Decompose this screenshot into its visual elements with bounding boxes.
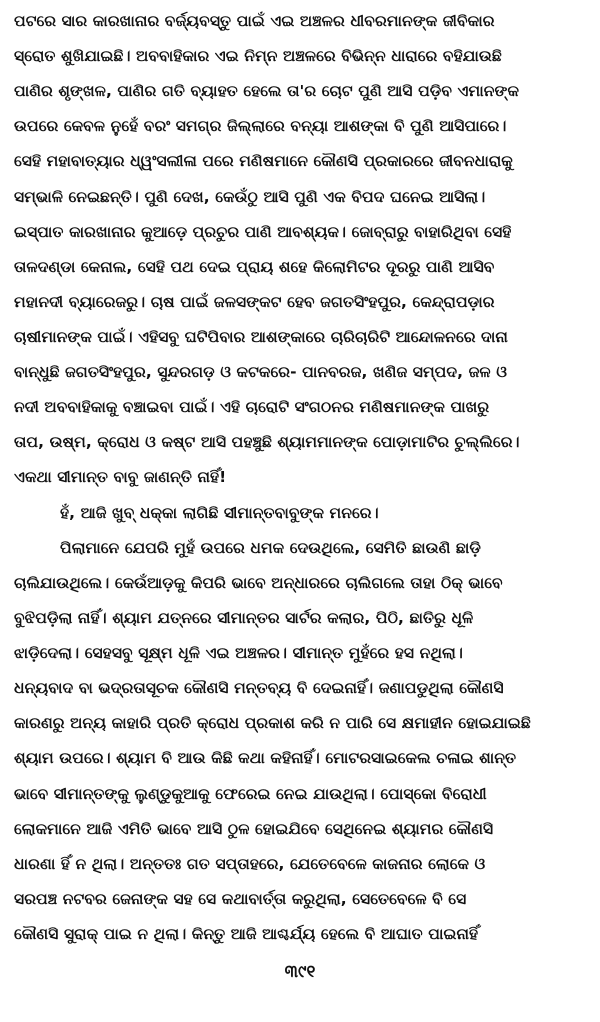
text-line-1: ପଟରେ ସାର କାରଖାନାର ବର୍ଜ୍ୟବସ୍ତୁ ପାଇଁ ଏଇ ଅଞ୍ଚଳର ଧୀବରମାନଙ୍କ ଜୀବିକାର bbox=[14, 12, 495, 30]
text-line-11: ବାନ୍ଧୁଛି ଜଗତସିଂହପୁର, ସୁନ୍ଦରଗଡ଼ ଓ କଟକରେ- ପାନବରଜ, ଖଣିଜ ସମ୍ପଦ, ଜଳ ଓ bbox=[14, 363, 507, 381]
text-line-20: ଧନ୍ୟବାଦ ବା ଭଦ୍ରତାସୂଚକ କୌଣସି ମନ୍ତବ୍ୟ ବି ଦେଇନାହିଁ। ଜଣାପଡୁଥିଲା କୌଣସି bbox=[14, 679, 504, 697]
text-line-2: ସ୍ରୋତ ଶୁଖିଯାଇଛି। ଅବବାହିକାର ଏଇ ନିମ୍ନ ଅଞ୍ଚଳରେ ବିଭିନ୍ନ ଧାରାରେ ବହିଯାଉଛି bbox=[14, 47, 502, 65]
text-line-22: ଶ୍ୟାମ ଉପରେ। ଶ୍ୟାମ ବି ଆଉ କିଛି କଥା କହିନାହିଁ। ମୋଟରସାଇକେଲ ଚଳାଇ ଶାନ୍ତ bbox=[14, 749, 517, 767]
text-line-13: ତାପ, ଉଷ୍ମ, କ୍ରୋଧ ଓ କଷ୍ଟ ଆସି ପହଞ୍ଚୁଛି ଶ୍ୟାମମାନଙ୍କ ପୋଡ଼ାମାଟିର ଚୁଲ୍ଲିରେ। bbox=[14, 433, 520, 451]
text-line-3: ପାଣିର ଶୃଙ୍ଖଳ, ପାଣିର ଗତି ବ୍ୟାହତ ହେଲେ ତା'ର ଚୋଟ ପୁଣି ଆସି ପଡ଼ିବ ଏମାନଙ୍କ bbox=[14, 82, 520, 100]
text-line-18: ବୁଝିପଡ଼ିଲା ନାହିଁ। ଶ୍ୟାମ ଯତ୍ନରେ ସୀମାନ୍ତର ସାର୍ଟର କଲାର, ପିଠି, ଛାତିରୁ ଧୂଳି bbox=[14, 609, 474, 627]
text-line-7: ଇସ୍ପାତ କାରଖାନାର କୁଆଡ଼େ ପ୍ରଚୁର ପାଣି ଆବଶ୍ୟକ। ଜୋବ୍ରାରୁ ବାହାରିଥିବା ସେହି bbox=[14, 223, 512, 241]
text-line-21: କାରଣରୁ ଅନ୍ୟ କାହାରି ପ୍ରତି କ୍ରୋଧ ପ୍ରକାଶ କରି ନ ପାରି ସେ କ୍ଷମାହୀନ ହୋଇଯାଇଛି bbox=[14, 714, 531, 732]
text-line-24: ଲୋକମାନେ ଆଜି ଏମିତି ଭାବେ ଆସି ଠୁଳ ହୋଇଯିବେ ସେଥିନେଇ ଶ୍ୟାମର କୌଣସି bbox=[14, 820, 494, 838]
text-line-12: ନଦୀ ଅବବାହିକାକୁ ବଞ୍ଚାଇବା ପାଇଁ। ଏହି ଚାରୋଟି ସଂଗଠନର ମଣିଷମାନଙ୍କ ପାଖରୁ bbox=[14, 398, 490, 416]
text-line-27: କୌଣସି ସୁରାକ୍ ପାଇ ନ ଥିଲା। କିନ୍ତୁ ଆଜି ଆଶ୍ଚର୍ଯ୍ୟ ହେଲେ ବି ଆଘାତ ପାଇନାହିଁ bbox=[14, 925, 479, 943]
text-line-15: ହଁ, ଆଜି ଖୁବ୍ ଧକ୍କା ଲାଗିଛି ସୀମାନ୍ତବାବୁଙ୍କ ମନରେ। bbox=[60, 504, 379, 522]
text-line-19: ଝାଡ଼ିଦେଲା। ସେହସବୁ ସୂକ୍ଷ୍ମ ଧୂଳି ଏଇ ଅଞ୍ଚଳର। ସୀମାନ୍ତ ମୁହଁରେ ହସ ନଥିଲା। bbox=[14, 644, 464, 662]
text-line-14: ଏକଥା ସୀମାନ୍ତ ବାବୁ ଜାଣନ୍ତି ନାହିଁ! bbox=[14, 468, 227, 486]
text-line-26: ସରପଞ୍ଚ ନଟବର ଜେନାଙ୍କ ସହ ସେ କଥାବାର୍ତ୍ତା କରୁଥିଲା, ସେତେବେଳେ ବି ସେ bbox=[14, 890, 467, 908]
text-line-17: ଚାଲିଯାଉଥିଲେ। କେଉଁଆଡ଼କୁ କିପରି ଭାବେ ଅନ୍ଧାରରେ ଚାଲିଗଲେ ତାହା ଠିକ୍ ଭାବେ bbox=[14, 574, 503, 592]
text-line-16: ପିଲାମାନେ ଯେପରି ମୁହଁ ଉପରେ ଧମକ ଦେଉଥିଲେ, ସେମିତି ଛାଉଣି ଛାଡ଼ି bbox=[60, 539, 481, 557]
text-line-5: ସେହି ମହାବାତ୍ୟାର ଧ୍ୱଂସଲୀଳା ପରେ ମଣିଷମାନେ କୌଣସି ପ୍ରକାରରେ ଜୀବନଧାରାକୁ bbox=[14, 152, 513, 170]
text-line-10: ଚାଷୀମାନଙ୍କ ପାଇଁ। ଏହିସବୁ ଘଟିପିବାର ଆଶଙ୍କାରେ ଚାରିଚାରିଟି ଆନ୍ଦୋଳନରେ ଦାନା bbox=[14, 328, 508, 346]
text-line-23: ଭାବେ ସୀମାନ୍ତଙ୍କୁ ଲୁଣ୍ଡୁକୁଆକୁ ଫେରେଇ ନେଇ ଯାଉଥିଲା। ପୋସ୍କୋ ବିରୋଧୀ bbox=[14, 785, 487, 803]
text-line-8: ତାଳଦଣ୍ଡା କେନାଲ, ସେହି ପଥ ଦେଇ ପ୍ରାୟ ଶହେ କିଲୋମିଟର ଦୂରରୁ ପାଣି ଆସିବ bbox=[14, 258, 495, 276]
text-line-4: ଉପରେ କେବଳ ନୁହେଁ ବରଂ ସମଗ୍ର ଜିଲ୍ଲାରେ ବନ୍ୟା ଆଶଙ୍କା ବି ପୁଣି ଆସିପାରେ। bbox=[14, 117, 507, 135]
text-line-6: ସମ୍ଭାଳି ନେଇଛନ୍ତି। ପୁଣି ଦେଖ, କେଉଁଠୁ ଆସି ପୁଣି ଏକ ବିପଦ ଘନେଇ ଆସିଲା। bbox=[14, 188, 486, 206]
text-line-25: ଧାରଣା ହିଁ ନ ଥିଲା। ଅନ୍ତତଃ ଗତ ସପ୍ତାହରେ, ଯେତେବେଳେ କାଜନାର ଲୋକେ ଓ bbox=[14, 855, 486, 873]
page-number: ୩୯୧ bbox=[284, 962, 316, 982]
text-line-9: ମହାନଦୀ ବ୍ୟାରେଜରୁ। ଚାଷ ପାଇଁ ଜଳସଙ୍କଟ ହେବ ଜଗତସିଂହପୁର, କେନ୍ଦ୍ରାପଡ଼ାର bbox=[14, 293, 495, 311]
